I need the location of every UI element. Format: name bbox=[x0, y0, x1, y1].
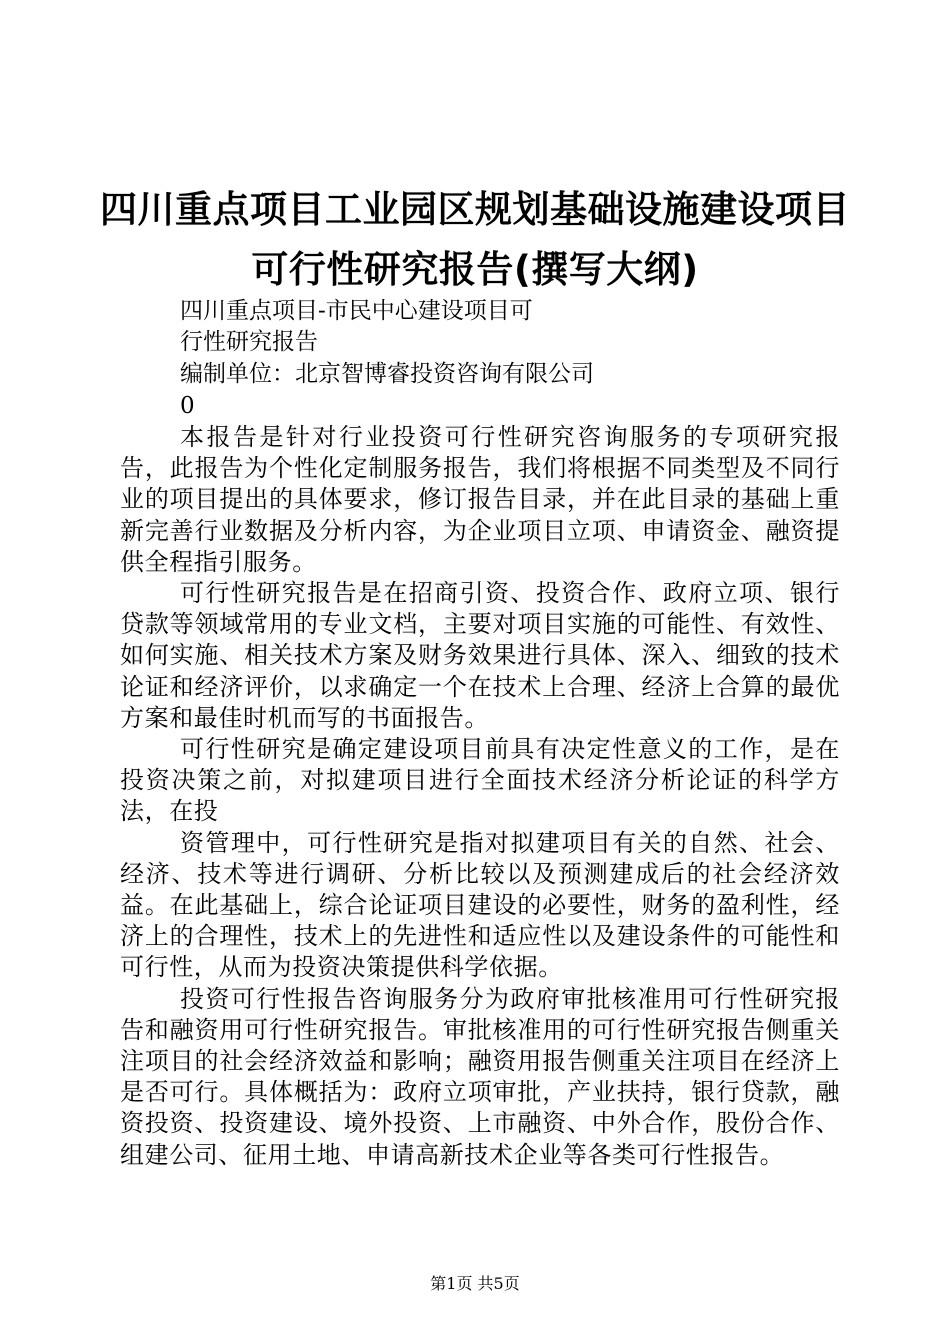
document-title-line1: 四川重点项目工业园区规划基础设施建设项目 bbox=[100, 188, 850, 231]
report-name-line1: 四川重点项目-市民中心建设项目可 bbox=[180, 298, 533, 324]
paragraph-1: 本报告是针对行业投资可行性研究咨询服务的专项研究报告，此报告为个性化定制服务报告，我们将根据不同类型及不同行业的项目提出的具体要求，修订报告目录，并在此目录的基础上重新完善行业数据及分析内容，为企业项目立项、申请资金、融资提供全程指引服务。 bbox=[120, 423, 840, 576]
compiling-unit: 编制单位：北京智博睿投资咨询有限公司 bbox=[180, 361, 594, 387]
paragraph-5: 投资可行性报告咨询服务分为政府审批核准用可行性研究报告和融资用可行性研究报告。审批核准用的可行性研究报告侧重关注项目的社会经济效益和影响；融资用报告侧重关注项目在经济上是否可行。具体概括为：政府立项审批，产业扶持，银行贷款，融资投资、投资建设、境外投资、上市融资、中外合作，股份合作、组建公司、征用土地、申请高新技术企业等各类可行性报告。 bbox=[120, 984, 840, 1169]
paragraph-4: 资管理中，可行性研究是指对拟建项目有关的自然、社会、经济、技术等进行调研、分析比较以及预测建成后的社会经济效益。在此基础上，综合论证项目建设的必要性，财务的盈利性，经济上的合理性，技术上的先进性和适应性以及建设条件的可能性和可行性，从而为投资决策提供科学依据。 bbox=[120, 828, 840, 982]
document-body bbox=[120, 422, 840, 1171]
paragraph-2: 可行性研究报告是在招商引资、投资合作、政府立项、银行贷款等领域常用的专业文档，主要对项目实施的可能性、有效性、如何实施、相关技术方案及财务效果进行具体、深入、细致的技术论证和经济评价，以求确定一个在技术上合理、经济上合算的最优方案和最佳时机而写的书面报告。 bbox=[120, 579, 840, 732]
paragraph-3: 可行性研究是确定建设项目前具有决定性意义的工作，是在投资决策之前，对拟建项目进行全面技术经济分析论证的科学方法，在投 bbox=[120, 735, 840, 826]
report-number: 0 bbox=[180, 393, 195, 419]
report-name-line2: 行性研究报告 bbox=[180, 329, 318, 355]
document-title-line2: 可行性研究报告(撰写大纲) bbox=[251, 248, 699, 291]
page-footer: 第1页 共5页 bbox=[430, 1274, 520, 1293]
